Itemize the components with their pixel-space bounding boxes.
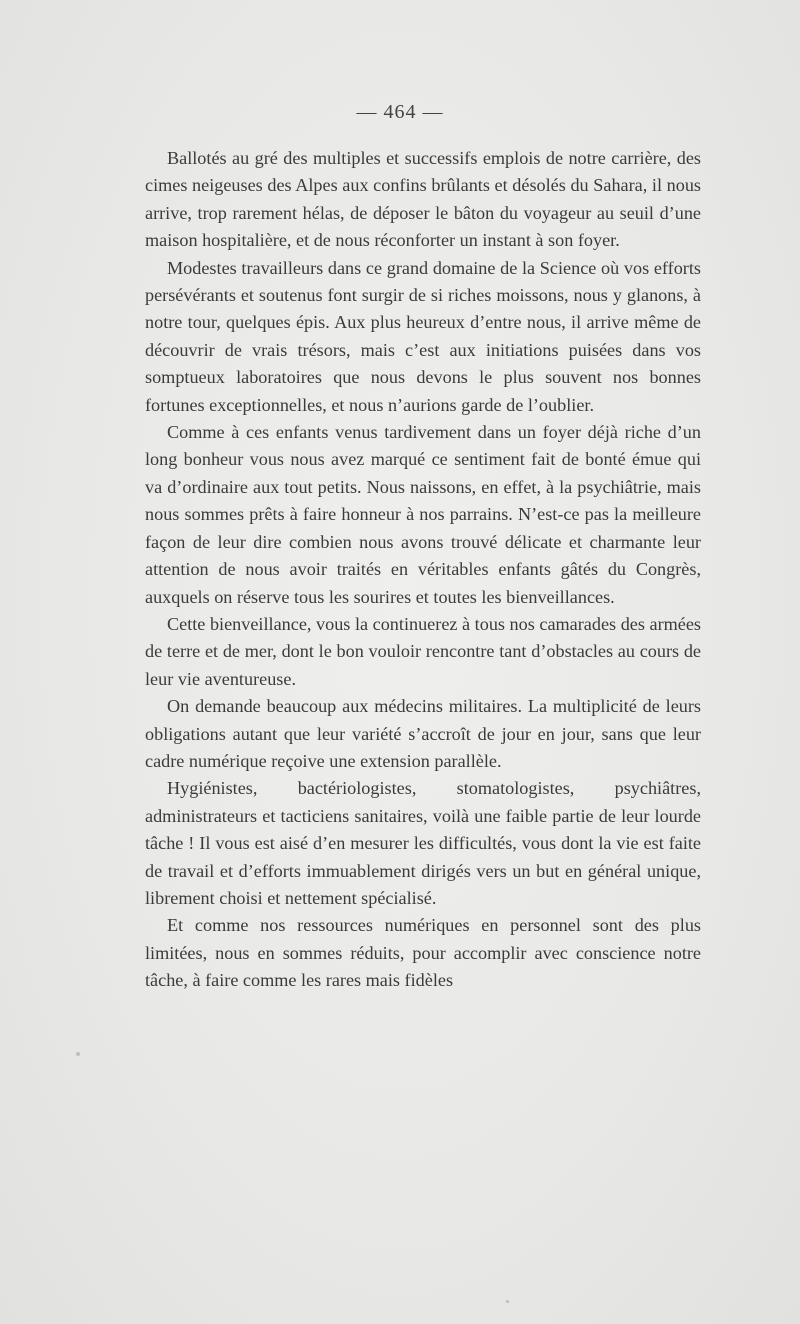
paper-speck: [76, 1052, 80, 1056]
paragraph-2: Modestes travailleurs dans ce grand domaine de la Science où vos efforts persévérants et soutenus font surgir de si riches moissons, nous y glanons, à notre tour, quelques épis. Aux plus heureux d’entre nous, il arrive même de découvrir de vrais trésors, mais c’est aux initiations puisées dans vos somptueux laboratoires que nous devons le plus souvent nos bonnes fortunes exceptionnelles, et nous n’aurions garde de l’oublier.: [145, 257, 701, 415]
page-number: — 464 —: [356, 101, 444, 123]
paragraph-3: Comme à ces enfants venus tardivement dans un foyer déjà riche d’un long bonheur vous nous avez marqué ce sentiment fait de bonté émue qui va d’ordinaire aux tout petits. Nous naissons, en effet, à la psychiâtrie, mais nous sommes prêts à faire honneur à nos parrains. N’est-ce pas la meilleure façon de leur dire combien nous avons trouvé délicate et charmante leur attention de nous avoir traités en véritables enfants gâtés du Congrès, auxquels on réserve tous les sourires et toutes les bienveillances.: [145, 422, 701, 607]
paragraph-6: Hygiénistes, bactériologistes, stomatologistes, psychiâtres, administrateurs et tacticiens sanitaires, voilà une faible partie de leur lourde tâche ! Il vous est aisé d’en mesurer les difficultés, vous dont la vie est faite de travail et d’efforts immuablement dirigés vers un but en général unique, librement choisi et nettement spécialisé.: [145, 778, 701, 908]
paper-speck: [506, 1300, 509, 1303]
paragraph-7: Et comme nos ressources numériques en personnel sont des plus limitées, nous en sommes réduits, pour accomplir avec conscience notre tâche, à faire comme les rares mais fidèles: [145, 915, 701, 991]
paragraph-5: On demande beaucoup aux médecins militaires. La multiplicité de leurs obligations autant que leur variété s’accroît de jour en jour, sans que leur cadre numérique reçoive une extension parallèle.: [145, 696, 701, 771]
body-text: [145, 145, 701, 995]
paragraph-4: Cette bienveillance, vous la continuerez à tous nos camarades des armées de terre et de mer, dont le bon vouloir rencontre tant d’obstacles au cours de leur vie aventureuse.: [145, 613, 701, 689]
paragraph-1: Ballotés au gré des multiples et successifs emplois de notre carrière, des cimes neigeuses des Alpes aux confins brûlants et désolés du Sahara, il nous arrive, trop rarement hélas, de déposer le bâton du voyageur au seuil d’une maison hospitalière, et de nous réconforter un instant à son foyer.: [145, 148, 701, 251]
